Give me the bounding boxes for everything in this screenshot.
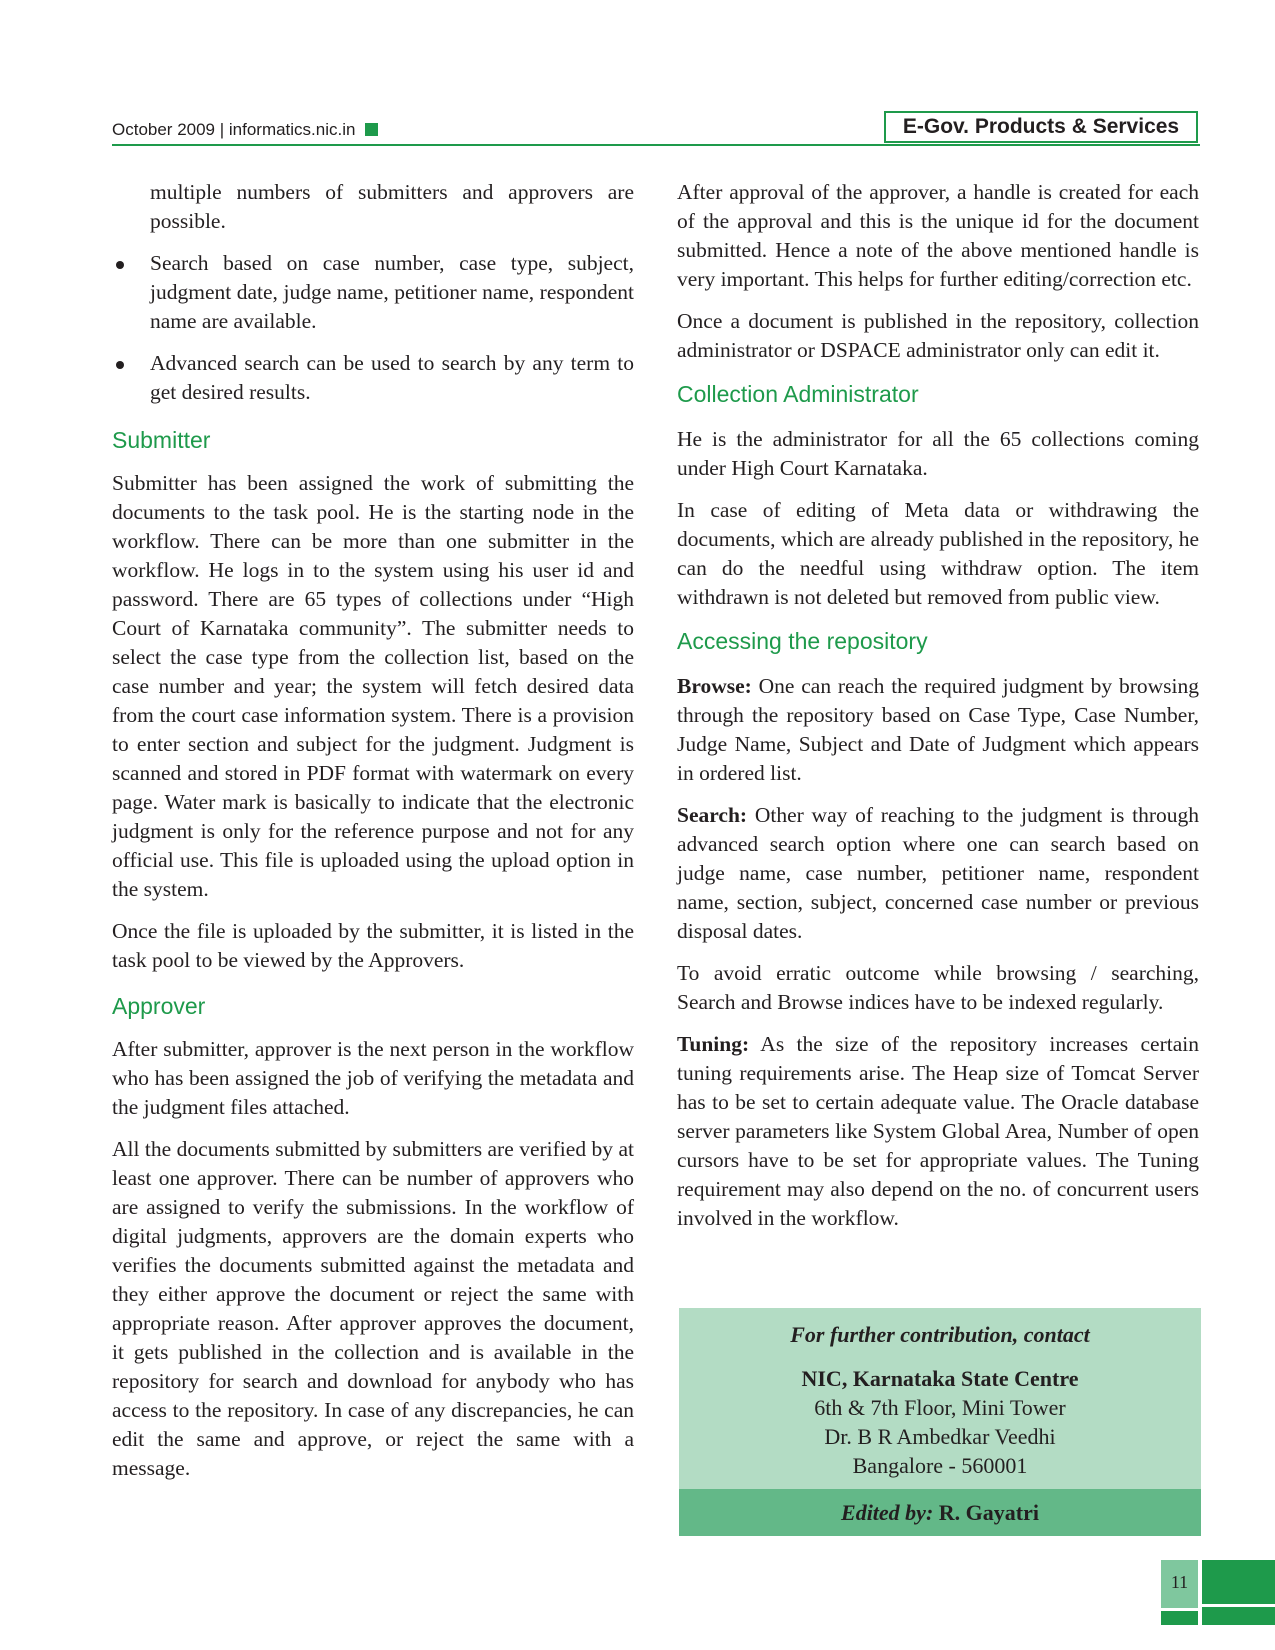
header-section-label: E-Gov. Products & Services <box>884 111 1198 143</box>
search-text: Other way of reaching to the judgment is through advanced search option where one can search based on judge name, case number, petitioner name, respondent name, section, subject, concerned case number or previous disposal dates. <box>677 803 1200 943</box>
edited-by-bar <box>679 1489 1201 1536</box>
edit-rights-paragraph: Once a document is published in the repository, collection administrator or DSPACE administrator only can edit it. <box>677 309 1199 362</box>
contact-box <box>679 1308 1201 1536</box>
list-item <box>112 249 634 336</box>
submitter-paragraph: Submitter has been assigned the work of submitting the documents to the task pool. He is the starting node in the workflow. There can be more than one submitter in the workflow. He logs in to the system using his user id and password. There are 65 types of collections under “High Court of Karnataka community”. The submitter needs to select the case type from the collection list, based on the case number and year; the system will fetch desired data from the court case information system. There is a provision to enter section and subject for the judgment. Judgment is scanned and stored in PDF format with watermark on every page. Water mark is basically to indicate that the electronic judgment is only for the reference purpose and not for any official use. This file is uploaded using the upload option in the system. <box>112 471 634 901</box>
corner-green-block <box>1202 1560 1275 1604</box>
tuning-label: Tuning: <box>677 1032 750 1056</box>
tuning-text: As the size of the repository increases certain tuning requirements arise. The Heap size of Tomcat Server has to be set to certain adequate value. The Oracle database server parameters like System Global Area, Number of open cursors have to be set for appropriate values. The Tuning requirement may also depend on the no. of concurrent users involved in the workflow. <box>677 1032 1199 1230</box>
browse-paragraph <box>677 672 1199 788</box>
collection-admin-paragraph: He is the administrator for all the 65 collections coming under High Court Karnataka. <box>677 427 1199 480</box>
right-column <box>677 178 1199 1246</box>
header-divider <box>112 144 1200 146</box>
section-heading-collection-admin: Collection Administrator <box>677 381 919 407</box>
submitter-paragraph: Once the file is uploaded by the submitter, it is listed in the task pool to be viewed by the Approvers. <box>112 919 634 972</box>
section-heading-accessing: Accessing the repository <box>677 628 928 654</box>
contact-address-line: 6th & 7th Floor, Mini Tower <box>814 1395 1066 1420</box>
contact-organization: NIC, Karnataka State Centre <box>801 1366 1079 1391</box>
browse-text: One can reach the required judgment by browsing through the repository based on Case Type, Case Number, Judge Name, Subject and Date of Judgment which appears in ordered list. <box>677 674 1200 785</box>
section-heading-submitter: Submitter <box>112 427 211 453</box>
section-heading-approver: Approver <box>112 993 206 1019</box>
bullet-text: Search based on case number, case type, subject, judgment date, judge name, petitioner name, respondent name are available. <box>150 251 634 333</box>
handle-paragraph: After approval of the approver, a handle is created for each of the approval and this is the unique id for the document submitted. Hence a note of the above mentioned handle is very important. This helps for further editing/correction etc. <box>677 180 1199 291</box>
editor-name: R. Gayatri <box>938 1500 1039 1525</box>
header-publication-info <box>112 120 378 140</box>
tuning-paragraph <box>677 1030 1199 1233</box>
header-date-site: October 2009 | informatics.nic.in <box>112 120 356 139</box>
intro-continuation: multiple numbers of submitters and approvers are possible. <box>150 180 634 233</box>
header-green-square-icon <box>365 123 378 136</box>
approver-paragraph: After submitter, approver is the next person in the workflow who has been assigned the job of verifying the metadata and the judgment files attached. <box>112 1037 634 1119</box>
indexing-paragraph: To avoid erratic outcome while browsing / searching, Search and Browse indices have to be indexed regularly. <box>677 961 1199 1014</box>
browse-label: Browse: <box>677 674 752 698</box>
edited-by-label: Edited by: <box>841 1500 934 1525</box>
contact-address-line: Bangalore - 560001 <box>852 1453 1028 1478</box>
approver-paragraph: All the documents submitted by submitters are verified by at least one approver. There can be number of approvers who are assigned to verify the submissions. In the workflow of digital judgments, approvers are the domain experts who verifies the documents submitted against the metadata and they either approve the document or reject the same with appropriate reason. After approver approves the document, it gets published in the collection and is available in the repository for search and download for anybody who has access to the repository. In case of any discrepancies, he can edit the same and approve, or reject the same with a message. <box>112 1137 634 1480</box>
page-number-bar <box>1161 1611 1198 1625</box>
corner-green-block-bottom <box>1202 1607 1275 1625</box>
page-number: 11 <box>1161 1560 1198 1608</box>
search-paragraph <box>677 801 1199 946</box>
contact-address-line: Dr. B R Ambedkar Veedhi <box>824 1424 1056 1449</box>
search-label: Search: <box>677 803 748 827</box>
contact-title: For further contribution, contact <box>790 1322 1090 1347</box>
left-column <box>112 178 634 1496</box>
collection-admin-paragraph: In case of editing of Meta data or withdrawing the documents, which are already published in the repository, he can do the needful using withdraw option. The item withdrawn is not deleted but removed from public view. <box>677 498 1199 609</box>
list-item <box>112 349 634 407</box>
bullet-text: Advanced search can be used to search by any term to get desired results. <box>150 351 634 404</box>
feature-bullet-list <box>112 249 634 407</box>
